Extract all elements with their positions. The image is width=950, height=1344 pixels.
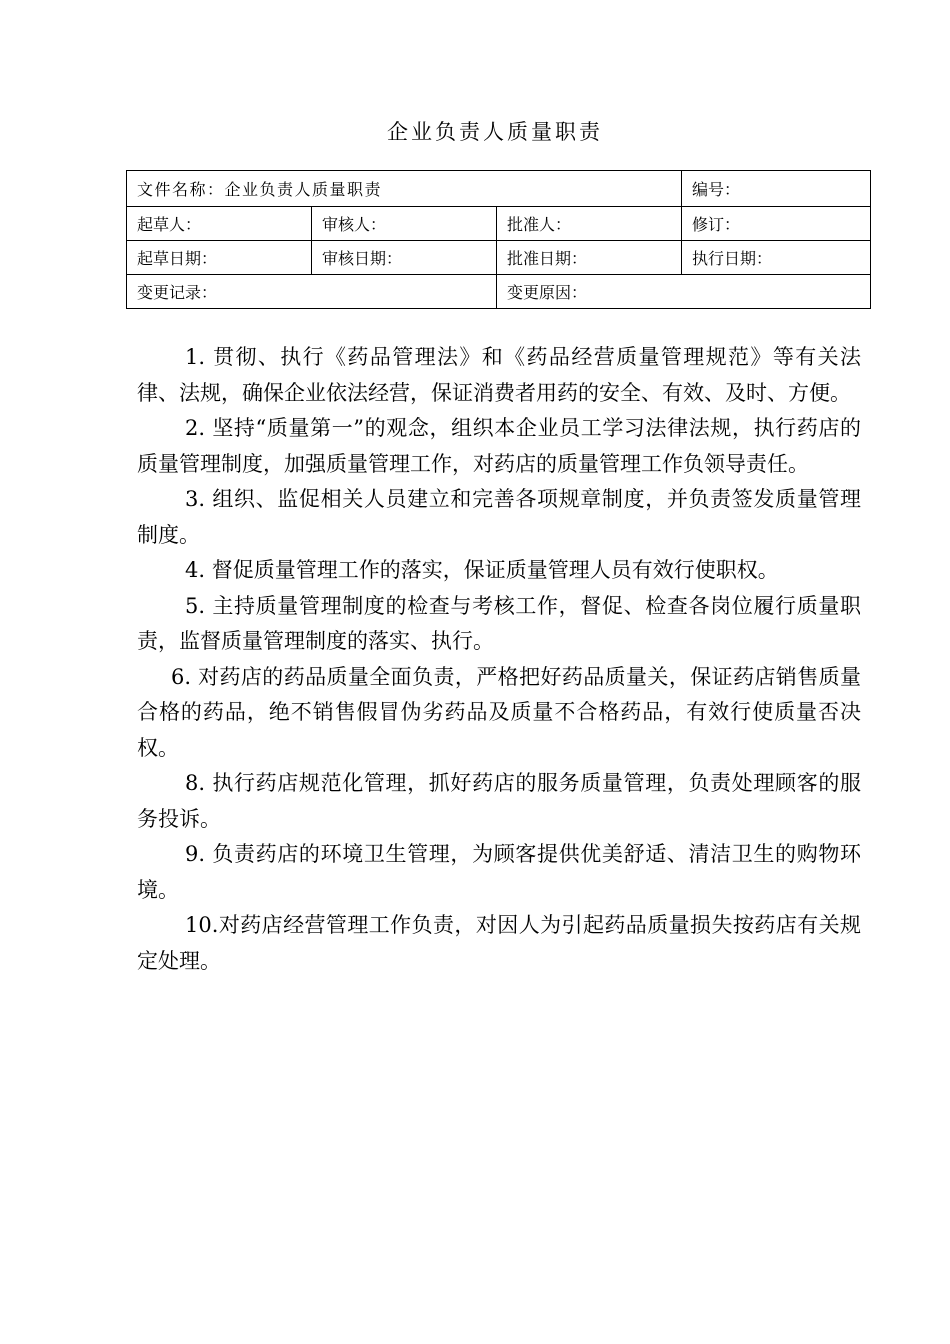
- number-cell: 编号：: [682, 171, 871, 207]
- reviewer-cell: 审核人：: [312, 207, 497, 241]
- duty-paragraph-8: 8. 执行药店规范化管理，抓好药店的服务质量管理，负责处理顾客的服务投诉。: [137, 771, 861, 831]
- change-reason-cell: 变更原因：: [497, 275, 871, 309]
- drafter-cell: 起草人：: [127, 207, 312, 241]
- duty-paragraph-10: 10.对药店经营管理工作负责，对因人为引起药品质量损失按药店有关规定处理。: [137, 913, 861, 973]
- draft-date-cell: 起草日期：: [127, 241, 312, 275]
- meta-row-dates: [127, 241, 871, 275]
- effective-date-cell: 执行日期：: [682, 241, 871, 275]
- meta-row-changes: [127, 275, 871, 309]
- duty-paragraph-5: 5. 主持质量管理制度的检查与考核工作，督促、检查各岗位履行质量职责，监督质量管理制度的落实、执行。: [137, 593, 861, 653]
- duty-paragraph-9: 9. 负责药店的环境卫生管理，为顾客提供优美舒适、清洁卫生的购物环境。: [137, 842, 861, 902]
- meta-row-people: [127, 207, 871, 241]
- approver-cell: 批准人：: [497, 207, 682, 241]
- duty-paragraph-3: 3. 组织、监促相关人员建立和完善各项规章制度，并负责签发质量管理制度。: [137, 487, 861, 547]
- duty-paragraph-4: 4. 督促质量管理工作的落实，保证质量管理人员有效行使职权。: [185, 558, 779, 582]
- approve-date-cell: 批准日期：: [497, 241, 682, 275]
- file-name-cell: 文件名称：企业负责人质量职责: [127, 171, 682, 207]
- duty-paragraph-2: 2. 坚持“质量第一”的观念，组织本企业员工学习法律法规，执行药店的质量管理制度，加强质量管理工作，对药店的质量管理工作负领导责任。: [137, 416, 861, 476]
- review-date-cell: 审核日期：: [312, 241, 497, 275]
- duty-paragraph-1: 1. 贯彻、执行《药品管理法》和《药品经营质量管理规范》等有关法律、法规，确保企业依法经营，保证消费者用药的安全、有效、及时、方便。: [137, 345, 861, 405]
- duty-paragraph-6: 6. 对药店的药品质量全面负责，严格把好药品质量关，保证药店销售质量合格的药品，绝不销售假冒伪劣药品及质量不合格药品，有效行使质量否决权。: [137, 664, 861, 760]
- document-title: 企业负责人质量职责: [387, 120, 603, 144]
- meta-row-file: [127, 171, 871, 207]
- document-body: [137, 340, 861, 979]
- change-record-cell: 变更记录：: [127, 275, 497, 309]
- revision-cell: 修订：: [682, 207, 871, 241]
- document-meta-table: [126, 170, 871, 309]
